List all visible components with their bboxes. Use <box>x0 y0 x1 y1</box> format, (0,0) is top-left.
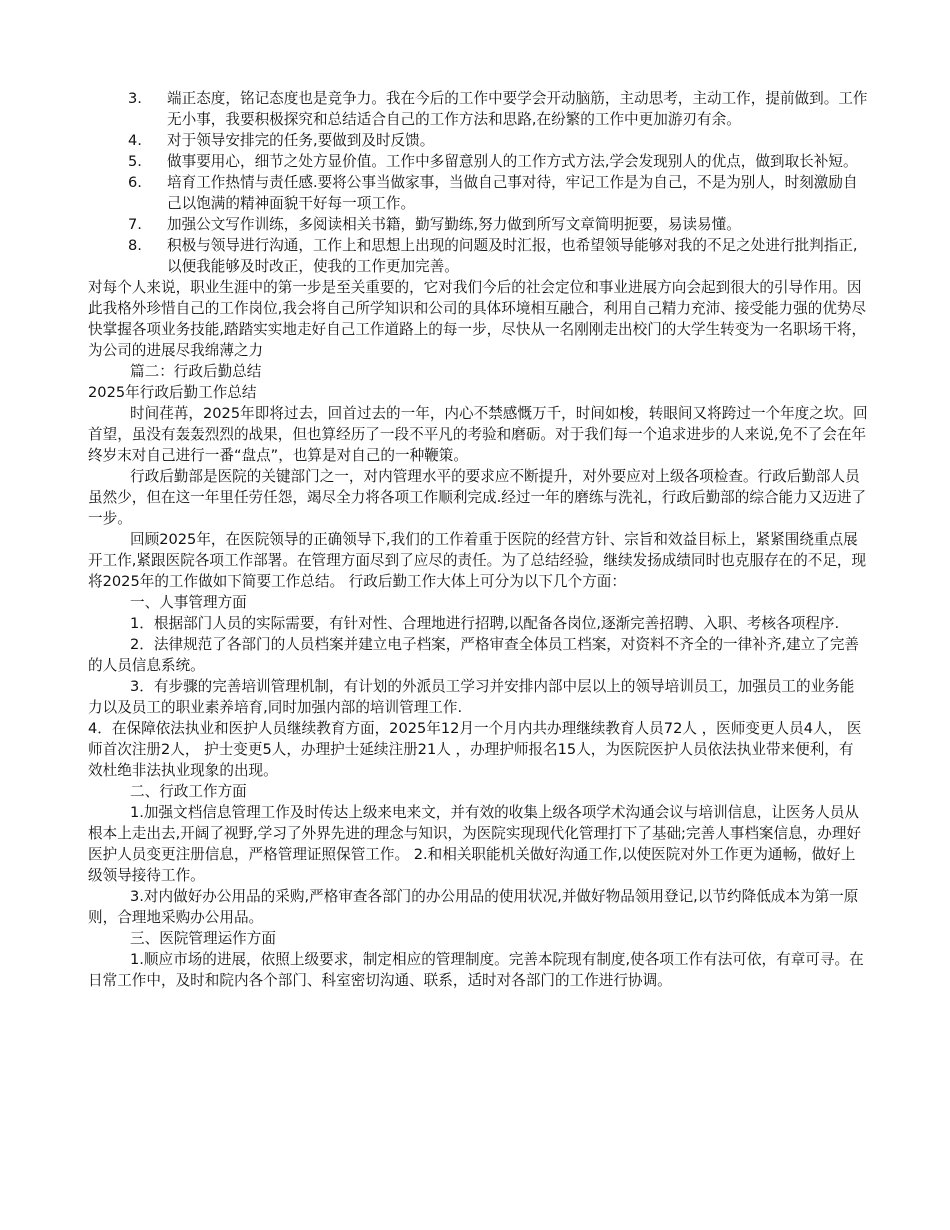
list-text: 加强公文写作训练，多阅读相关书籍，勤写勤练,努力做到所写文章简明扼要，易读易懂。 <box>167 216 741 233</box>
document-page <box>88 88 868 991</box>
list-number: 4. <box>128 132 142 149</box>
list-number: 5. <box>128 153 142 170</box>
intro-paragraph: 时间荏苒，2025年即将过去，回首过去的一年，内心不禁感慨万千，时间如梭，转眼间又将跨过一个年度之坎。回首望，虽没有轰轰烈烈的战果，但也算经历了一段不平凡的考验和磨砺。对于我们每一个追求进步的人来说,免不了会在年终岁末对自己进行一番“盘点”，也算是对自己的一种鞭策。 <box>88 405 868 464</box>
list-number: 7. <box>128 216 142 233</box>
section-item: 1.加强文档信息管理工作及时传达上级来电来文，并有效的收集上级各项学术沟通会议与培训信息，让医务人员从根本上走出去,开阔了视野,学习了外界先进的理念与知识，为医院实现现代化管理打下了基础;完善人事档案信息，办理好医护人员变更注册信息，严格管理证照保管工作。 2.和相关职能机关做好沟通工作,以使医院对外工作更为通畅，做好上级领导接待工作。 <box>88 804 862 884</box>
list-text: 对于领导安排完的任务,要做到及时反馈。 <box>167 132 435 149</box>
list-text: 积极与领导进行沟通，工作上和思想上出现的问题及时汇报，也希望领导能够对我的不足之处进行批判指正,以便我能够及时改正，使我的工作更加完善。 <box>167 237 858 275</box>
section-item: 3．有步骤的完善培训管理机制，有计划的外派员工学习并安排内部中层以上的领导培训员工，加强员工的业务能力以及员工的职业素养培育,同时加强内部的培训管理工作. <box>88 678 855 716</box>
list-text: 做事要用心，细节之处方显价值。工作中多留意别人的工作方式方法,学会发现别人的优点，做到取长补短。 <box>167 153 858 170</box>
list-item <box>88 130 868 151</box>
numbered-list <box>88 88 868 277</box>
section-item: 4．在保障依法执业和医护人员继续教育方面，2025年12月一个月内共办理继续教育人员72人 ，医师变更人员4人， 医师首次注册2人， 护士变更5人，办理护士延续注册21人 ，办理护师报名15人，为医院医护人员依法执业带来便利，有效杜绝非法执业现象的出现。 <box>88 720 862 779</box>
list-number: 3. <box>128 90 142 107</box>
document-title: 2025年行政后勤工作总结 <box>88 384 257 401</box>
part-title: 篇二：行政后勤总结 <box>130 363 262 380</box>
section-item: 3.对内做好办公用品的采购,严格审查各部门的办公用品的使用状况,并做好物品领用登记,以节约降低成本为第一原则，合理地采购办公用品。 <box>88 888 859 926</box>
section-item: 1.顺应市场的进展，依照上级要求，制定相应的管理制度。完善本院现有制度,使各项工作有法可依，有章可寻。在日常工作中，及时和院内各个部门、科室密切沟通、联系，适时对各部门的工作进行协调。 <box>88 951 864 989</box>
section-heading-hospital-management: 三、医院管理运作方面 <box>130 930 276 947</box>
section-item: 1．根据部门人员的实际需要，有针对性、合理地进行招聘,以配备各岗位,逐渐完善招聘、入职、考核各项程序. <box>130 615 840 632</box>
section-heading-administration: 二、行政工作方面 <box>130 783 247 800</box>
list-number: 6. <box>128 174 142 191</box>
section-heading-personnel: 一、人事管理方面 <box>130 594 247 611</box>
list-text: 培育工作热情与责任感.要将公事当做家事，当做自己事对待，牢记工作是为自己，不是为别人，时刻激励自己以饱满的精神面貌干好每一项工作。 <box>167 174 858 212</box>
intro-paragraph: 回顾2025年，在医院领导的正确领导下,我们的工作着重于医院的经营方针、宗旨和效益目标上，紧紧围绕重点展开工作,紧跟医院各项工作部署。在管理方面尽到了应尽的责任。为了总结经验，继续发扬成绩同时也克服存在的不足，现将2025年的工作做如下简要工作总结。 行政后勤工作大体上可分为以下几个方面： <box>88 531 867 590</box>
list-text: 端正态度，铭记态度也是竞争力。我在今后的工作中要学会开动脑筋，主动思考，主动工作，提前做到。工作无小事，我要积极探究和总结适合自己的工作方法和思路,在纷繁的工作中更加游刃有余。 <box>167 90 868 128</box>
list-item <box>88 235 868 277</box>
intro-paragraph: 行政后勤部是医院的关键部门之一，对内管理水平的要求应不断提升，对外要应对上级各项检查。行政后勤部人员虽然少，但在这一年里任劳任怨，竭尽全力将各项工作顺利完成.经过一年的磨练与洗礼，行政后勤部的综合能力又迈进了一步。 <box>88 468 867 527</box>
list-item <box>88 88 868 130</box>
section-item: 2．法律规范了各部门的人员档案并建立电子档案，严格审查全体员工档案，对资料不齐全的一律补齐,建立了完善的人员信息系统。 <box>88 636 860 674</box>
list-item <box>88 151 868 172</box>
list-number: 8. <box>128 237 142 254</box>
list-item <box>88 172 868 214</box>
closing-paragraph: 对每个人来说，职业生涯中的第一步是至关重要的，它对我们今后的社会定位和事业进展方向会起到很大的引导作用。因此我格外珍惜自己的工作岗位,我会将自己所学知识和公司的具体环境相互融合，利用自己精力充沛、接受能力强的优势尽快掌握各项业务技能,踏踏实实地走好自己工作道路上的每一步，尽快从一名刚刚走出校门的大学生转变为一名职场干将，为公司的进展尽我绵薄之力 <box>88 279 867 359</box>
list-item <box>88 214 868 235</box>
